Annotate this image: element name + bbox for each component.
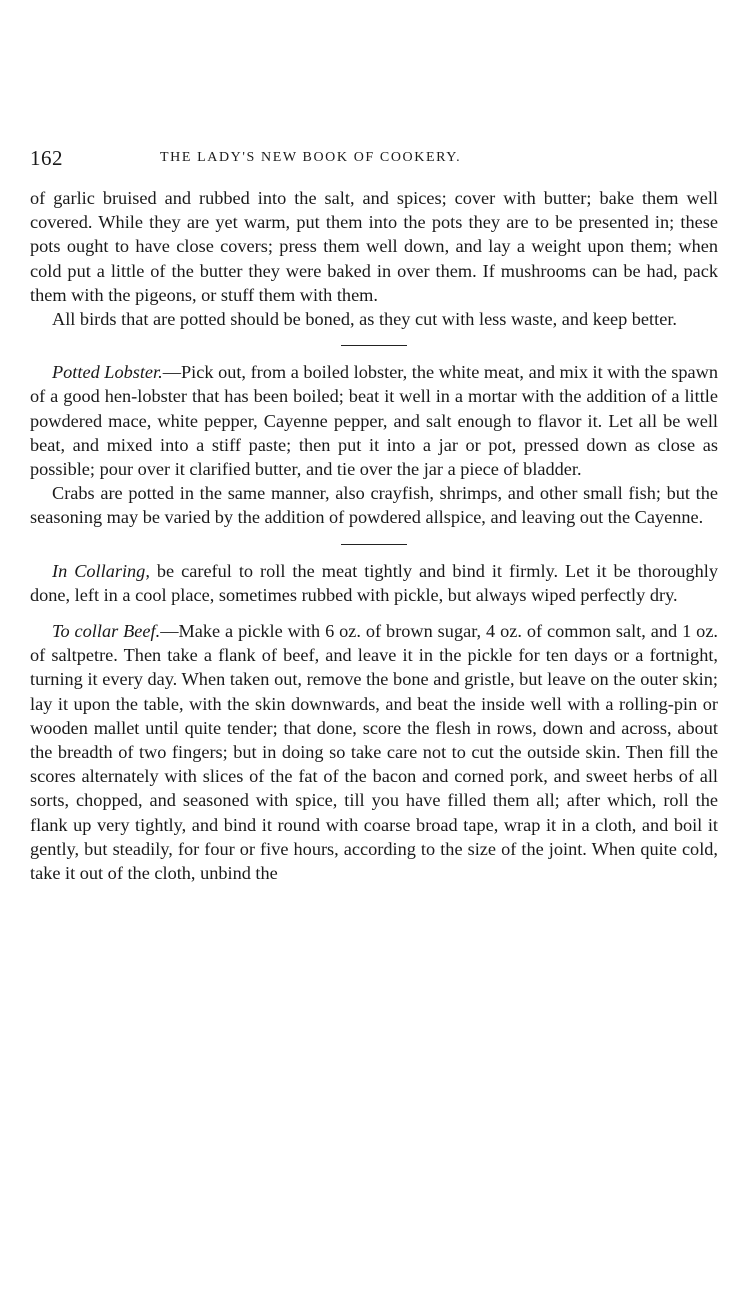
recipe-heading: To collar Beef. — [52, 621, 161, 642]
page-number: 162 — [30, 146, 63, 170]
paragraph-crabs — [30, 481, 718, 529]
section-divider — [341, 544, 407, 545]
paragraph-pigeons-continued — [30, 186, 718, 307]
paragraph-potted-birds — [30, 307, 718, 331]
paragraph-gap — [30, 607, 718, 619]
recipe-heading: Potted Lobster. — [52, 362, 163, 383]
paragraph-text: be careful to roll the meat tightly and bind it firmly. Let it be thoroughly done, left in a cool place, sometimes rubbed with pickle, but always wiped perfectly dry. — [30, 560, 719, 605]
paragraph-text: —Pick out, from a boiled lobster, the white meat, and mix it with the spawn of a good hen-lobster that has been boiled; beat it well in a mortar with the addition of a little powdered mace, white pepper, Cayenne pepper, and salt enough to flavor it. Let all be well beat, and mixed into a stiff paste; then put it into a jar or pot, pressed down as close as possible; pour over it clarified butter, and tie over the jar a piece of bladder. — [30, 362, 718, 480]
paragraph-text: All birds that are potted should be boned, as they cut with less waste, and keep better. — [52, 309, 677, 330]
paragraph-collaring — [30, 559, 718, 607]
paragraph-collar-beef — [30, 619, 718, 885]
paragraph-text: Crabs are potted in the same manner, also crayfish, shrimps, and other small fish; but the seasoning may be varied by the addition of powdered allspice, and leaving out the Cayenne. — [30, 483, 718, 528]
running-head: THE LADY'S NEW BOOK OF COOKERY. — [160, 150, 462, 165]
paragraph-potted-lobster — [30, 360, 718, 481]
paragraph-text: —Make a pickle with 6 oz. of brown sugar, 4 oz. of common salt, and 1 oz. of saltpetre. Then take a flank of beef, and leave it in the pickle for ten days or a fortnight, turning it every day. When taken out, remove the bone and gristle, but leave on the outer skin; lay it upon the table, with the skin downwards, and beat the inside well with a rolling-pin or wooden mallet until quite tender; that done, score the flesh in rows, down and across, about the breadth of two fingers; but in doing so take care not to cut the outside skin. Then fill the scores alternately with slices of the fat of the bacon and corned pork, and sweet herbs of all sorts, chopped, and seasoned with spice, till you have filled them all; after which, roll the flank up very tightly, and bind it round with coarse broad tape, wrap it in a cloth, and boil it gently, but steadily, for four or five hours, according to the size of the joint. When quite cold, take it out of the cloth, unbind the — [30, 621, 718, 884]
recipe-heading: In Collaring, — [52, 560, 150, 581]
book-page — [30, 0, 718, 1316]
page-body — [30, 186, 718, 885]
section-divider — [341, 345, 407, 346]
paragraph-text: of garlic bruised and rubbed into the salt, and spices; cover with butter; bake them well covered. While they are yet warm, put them into the pots they are to be presented in; these pots ought to have close covers; press them well down, and lay a weight upon them; when cold put a little of the butter they were baked in over them. If mushrooms can be had, pack them with the pigeons, or stuff them with them. — [30, 188, 718, 305]
page-header — [30, 146, 718, 172]
